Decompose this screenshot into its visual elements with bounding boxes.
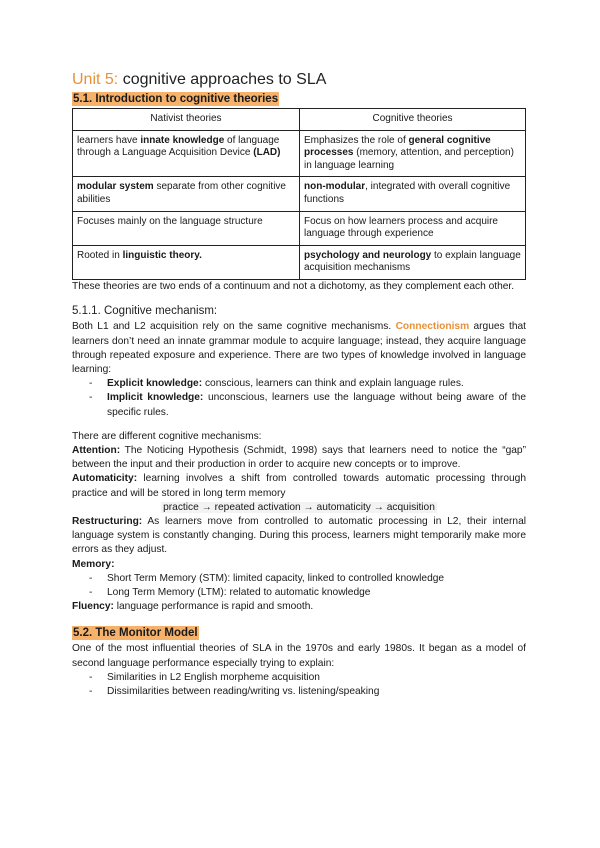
cell-text: learners have [77, 134, 141, 146]
cell-bold: psychology and neurology [304, 249, 432, 261]
table-cell [300, 177, 526, 211]
memory-label-line [72, 558, 526, 572]
connectionism-paragraph [72, 320, 526, 377]
cell-text: Rooted in [77, 249, 123, 261]
fluency-text: language performance is rapid and smooth. [113, 601, 314, 613]
fluency-label: Fluency: [72, 601, 114, 613]
spacer [72, 614, 526, 626]
cell-text: Focus on how learners process and acquire language through experience [304, 215, 498, 240]
table-row [73, 211, 526, 245]
table-header-row [73, 109, 526, 131]
automaticity-text: learning involves a shift from controlled towards automatic processing through practice and will be stored in long term memory [72, 473, 526, 499]
cell-text: , integrated with overall cognitive functions [304, 181, 511, 205]
list-item: - Dissimilarities between reading/writing vs. listening/speaking [89, 685, 526, 699]
attention-label: Attention: [72, 444, 121, 456]
restructuring-paragraph [72, 515, 526, 558]
list-item-text: conscious, learners can think and explain language rules. [202, 378, 464, 390]
monitor-model-paragraph: One of the most influential theories of SLA in the 1970s and early 1980s. It began as a model of second language performance especially trying to explain: [72, 643, 526, 669]
fluency-paragraph [72, 600, 526, 614]
list-item-label: Implicit knowledge: [107, 392, 204, 404]
cell-bold: general cognitive processes [304, 134, 491, 159]
monitor-model-list [72, 671, 526, 699]
restructuring-label: Restructuring: [72, 515, 143, 527]
cell-text: to explain language acquisition mechanisms [304, 249, 521, 274]
cell-text: of language through a Language Acquisition Device [77, 134, 280, 159]
unit-label: Unit 5: [72, 71, 119, 88]
table-row [73, 245, 526, 279]
theories-table [72, 108, 526, 280]
cell-bold: linguistic theory. [122, 249, 202, 261]
cell-bold: non-modular [304, 181, 366, 193]
cell-bold: modular system [77, 181, 154, 193]
table-cell [73, 211, 300, 245]
cell-text: Emphasizes the role of [304, 134, 409, 146]
after-table-paragraph: These theories are two ends of a continuum and not a dichotomy, as they complement each other. [72, 280, 515, 292]
table-row [73, 177, 526, 211]
connectionism-term: Connectionism [395, 321, 470, 333]
table-cell [73, 177, 300, 211]
restructuring-text: As learners move from controlled to automatic processing in L2, their internal language system is constantly changing. During this process, learners might temporarily make more errors as they adjust. [72, 515, 526, 556]
list-item [89, 391, 526, 419]
mechanisms-intro: There are different cognitive mechanisms: [72, 430, 262, 442]
table-cell [300, 211, 526, 245]
table-cell [73, 245, 300, 279]
memory-label: Memory: [72, 558, 115, 570]
table-cell [300, 130, 526, 177]
table-header-cognitive: Cognitive theories [300, 109, 526, 131]
cell-text: separate from other cognitive abilities [77, 181, 286, 205]
list-item-label: Explicit knowledge: [107, 378, 203, 390]
cell-bold: innate knowledge [140, 134, 225, 146]
document-page [72, 70, 526, 699]
section-5-1-heading: 5.1. Introduction to cognitive theories [73, 93, 279, 105]
table-header-nativist: Nativist theories [73, 109, 300, 131]
list-item [89, 377, 526, 391]
para-text: Both L1 and L2 acquisition rely on the same cognitive mechanisms. [72, 321, 396, 333]
cell-bold: (LAD) [253, 147, 281, 159]
section-5-2-heading: 5.2. The Monitor Model [73, 627, 198, 640]
automaticity-paragraph [72, 472, 526, 500]
list-item-text: unconscious, learners use the language without being aware of the specific rules. [107, 392, 526, 418]
section-5-1-1-heading: 5.1.1. Cognitive mechanism: [72, 305, 218, 318]
unit-title [72, 70, 526, 90]
automaticity-label: Automaticity: [72, 473, 138, 485]
unit-subtitle: cognitive approaches to SLA [118, 71, 327, 88]
knowledge-types-list [72, 377, 526, 420]
table-cell [300, 245, 526, 279]
table-row [73, 130, 526, 177]
cell-text: (memory, attention, and perception) in language learning [304, 147, 514, 171]
list-item: - Short Term Memory (STM): limited capacity, linked to controlled knowledge [89, 572, 526, 586]
spacer [72, 420, 526, 430]
table-cell [73, 130, 300, 177]
list-item: - Similarities in L2 English morpheme acquisition [89, 671, 526, 685]
automaticity-formula [72, 501, 526, 515]
attention-text: The Noticing Hypothesis (Schmidt, 1998) says that learners need to notice the “gap” between the input and their production in order to acquire new concepts or to improve. [72, 444, 526, 471]
list-item: - Long Term Memory (LTM): related to automatic knowledge [89, 586, 526, 600]
attention-paragraph [72, 444, 526, 472]
memory-list [72, 572, 526, 600]
formula-text: practice → repeated activation → automaticity → acquisition [163, 501, 435, 513]
para-text: argues that learners don’t need an innate grammar module to acquire language; instead, they acquire language through repeated exposure and experience. There are two types of knowledge involved in language learning: [72, 321, 526, 375]
cell-text: Focuses mainly on the language structure [77, 215, 263, 227]
